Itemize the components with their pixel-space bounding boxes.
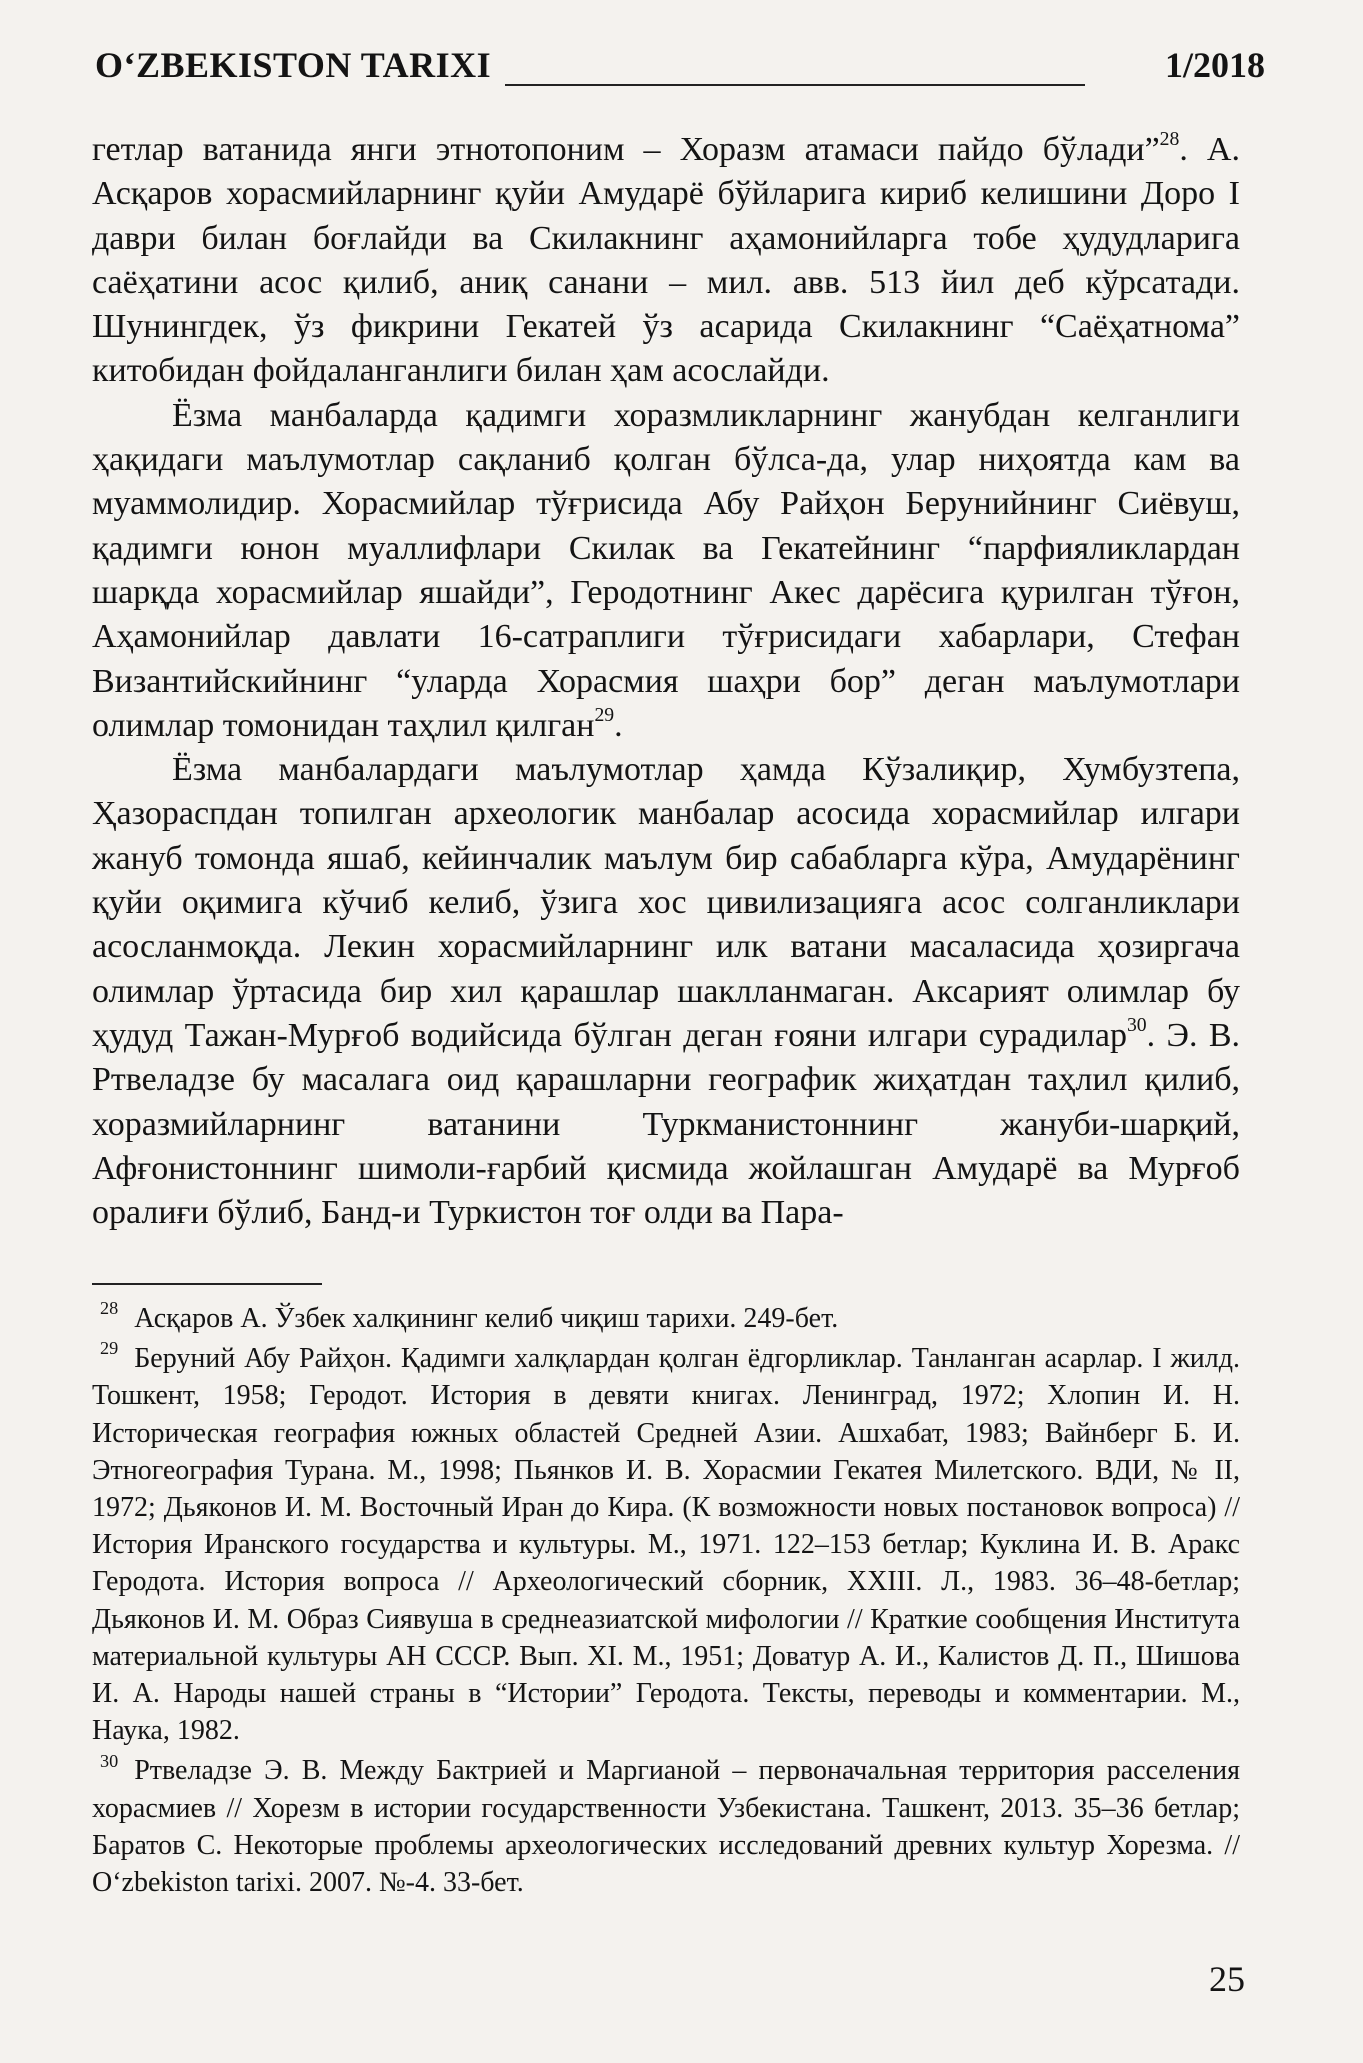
footnote-ref: 29 [594,704,615,727]
footnote-number: 29 [100,1338,119,1359]
footnote [92,1752,1240,1901]
issue-number: 1/2018 [1164,45,1265,85]
footnote-separator [92,1283,322,1285]
footnote [92,1300,1240,1337]
paragraph: гетлар ватанида янги этнотопоним – Хоразм атамаси пайдо бўлади”$^{28}$. А. Асқаров хорасмийларнинг қуйи Амударё бўйларига кириб келишини Доро I даври билан боғлайди ва Скилакнинг аҳамонийларга тобе ҳудудларига саёҳатини асос қилиб, аниқ санани – мил. авв. 513 йил деб кўрсатади. Шунингдек, ўз фикрини Гекатей ўз асарида Скилакнинг “Саёҳатнома” китобидан фойдаланганлиги билан ҳам асослайди. [92,128,1240,390]
footnote-number: 28 [100,1298,119,1319]
footnote-text: Ртвеладзе Э. В. Между Бактрией и Маргианой – первоначальная территория расселения хорасмиев // Хорезм в истории государственности Узбекистана. Ташкент, 2013. 35–36 бетлар; Баратов С. Некоторые проблемы археологических исследований древних культур Хорезма. // O‘zbekiston tarixi. 2007. №-4. 33-бет. [92,1755,1240,1899]
footnote-number: 30 [100,1750,119,1771]
footnotes [92,1300,1240,1904]
running-header [95,44,1265,100]
footnote-ref: 28 [1159,128,1180,151]
article-body [92,128,1240,1235]
paragraph: Ёзма манбаларда қадимги хоразмликларнинг жанубдан келганлиги ҳақидаги маълумотлар сақланиб қолган бўлса-да, улар ниҳоятда кам ва муаммолидир. Хорасмийлар тўғрисида Абу Райҳон Берунийнинг Сиёвуш, қадимги юнон муаллифлари Скилак ва Гекатейнинг “парфияликлардан шарқда хорасмийлар яшайди”, Геродотнинг Акес дарёсига қурилган тўғон, Аҳамонийлар давлати 16-сатраплиги тўғрисидаги хабарлари, Стефан Византийскийнинг “уларда Хорасмия шаҳри бор” деган маълумотлари олимлар томонидан таҳлил қилган$^{29}$. [92,396,1240,744]
journal-title: O‘ZBEKISTON TARIXI [95,45,492,85]
page-number: 25 [1209,1959,1245,1999]
footnote [92,1340,1240,1749]
footnote-text: Асқаров А. Ўзбек халқининг келиб чиқиш тарихи. 249-бет. [134,1303,839,1334]
footnote-ref: 30 [1126,1014,1147,1037]
footnote-text: Беруний Абу Райҳон. Қадимги халқлардан қолган ёдгорликлар. Танланган асарлар. I жилд. Тошкент, 1958; Геродот. История в девяти книгах. Ленинград, 1972; Хлопин И. Н. Историческая география южных областей Средней Азии. Ашхабат, 1983; Вайнберг Б. И. Этногеография Турана. М., 1998; Пьянков И. В. Хорасмии Гекатея Милетского. ВДИ, № II, 1972; Дьяконов И. М. Восточный Иран до Кира. (К возможности новых постановок вопроса) // История Иранского государства и культуры. М., 1971. 122–153 бетлар; Куклина И. В. Аракс Геродота. История вопроса // Археологический сборник, XXIII. Л., 1983. 36–48-бетлар; Дьяконов И. М. Образ Сиявуша в среднеазиатской мифологии // Краткие сообщения Института материальной культуры АН СССР. Вып. XI. М., 1951; Доватур А. И., Калистов Д. П., Шишова И. А. Народы нашей страны в “Истории” Геродота. Тексты, переводы и комментарии. М., Наука, 1982. [92,1343,1240,1747]
header-rule [505,84,1085,86]
paragraph: Ёзма манбалардаги маълумотлар ҳамда Кўзалиқир, Хумбузтепа, Ҳазораспдан топилган археологик манбалар асосида хорасмийлар илгари жануб томонда яшаб, кейинчалик маълум бир сабабларга кўра, Амударёнинг қуйи оқимига кўчиб келиб, ўзига хос цивилизацияга асос солганликлари асосланмоқда. Лекин хорасмийларнинг илк ватани масаласида ҳозиргача олимлар ўртасида бир хил қарашлар шаклланмаган. Аксарият олимлар бу ҳудуд Тажан-Мурғоб водийсида бўлган деган ғояни илгари сурадилар$^{30}$. Э. В. Ртвеладзе бу масалага оид қарашларни географик жиҳатдан таҳлил қилиб, хоразмийларнинг ватанини Туркманистоннинг жануби-шарқий, Афғонистоннинг шимоли-ғарбий қисмида жойлашган Амударё ва Мурғоб оралиғи бўлиб, Банд-и Туркистон тоғ олди ва Пара- [92,751,1241,1232]
